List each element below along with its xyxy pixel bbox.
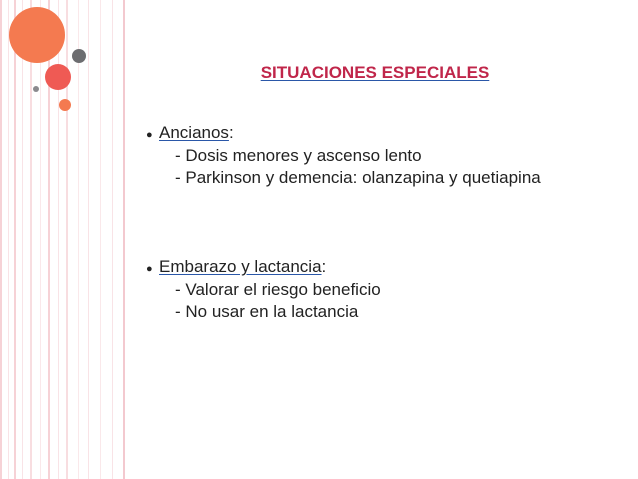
list-item: - No usar en la lactancia <box>175 302 359 321</box>
orange-large-circle <box>9 7 65 63</box>
section-suffix: : <box>321 257 327 276</box>
section-suffix: : <box>228 123 234 142</box>
red-medium-circle <box>45 64 71 90</box>
slide-title: SITUACIONES ESPECIALES <box>260 63 490 82</box>
list-item: - Parkinson y demencia: olanzapina y quetiapina <box>175 168 541 187</box>
list-item: - Valorar el riesgo beneficio <box>175 280 381 299</box>
gray-small-circle <box>33 86 39 92</box>
bullet-line <box>146 123 541 145</box>
section-term: Ancianos <box>159 123 229 142</box>
list-item: - Dosis menores y ascenso lento <box>175 146 422 165</box>
bullet-icon: ● <box>146 129 153 141</box>
section-embarazo <box>146 257 381 323</box>
orange-small-circle <box>59 99 71 111</box>
bullet-line <box>146 257 381 279</box>
section-term: Embarazo y lactancia <box>159 257 322 276</box>
section-ancianos <box>146 123 541 189</box>
bullet-icon: ● <box>146 263 153 275</box>
gray-medium-circle <box>72 49 86 63</box>
